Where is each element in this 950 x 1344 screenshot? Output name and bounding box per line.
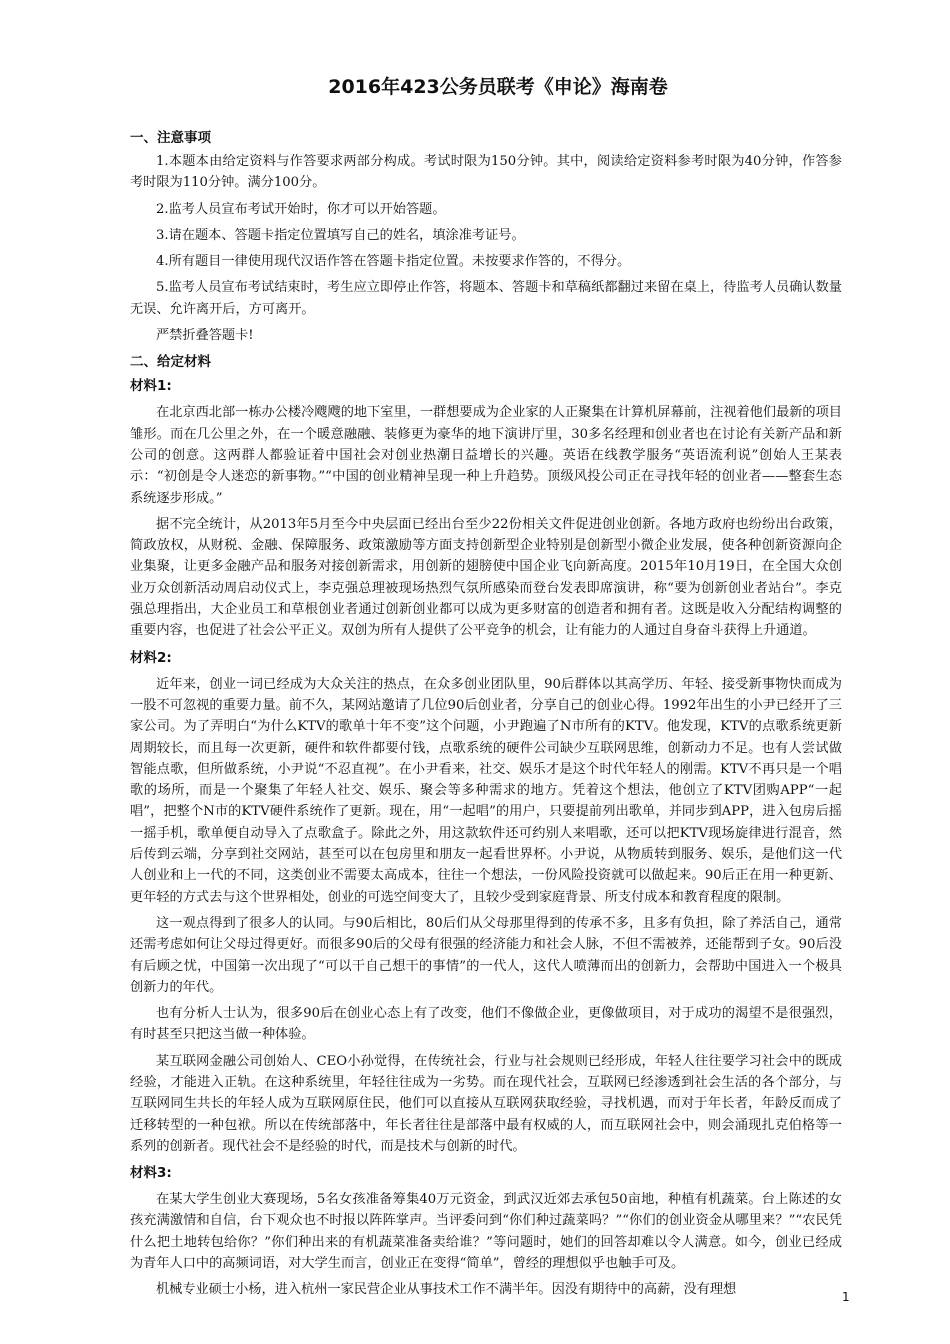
material-paragraph: 某互联网金融公司创始人、CEO小孙觉得，在传统社会，行业与社会规则已经形成，年轻人往往要学习社会中的既成经验，才能进入正轨。在这种系统里，年轻往往成为一劣势。而在现代社会，互联网已经渗透到社会生活的各个部分，与互联网同生共长的年轻人成为互联网原住民，他们可以直接从互联网获取经验，寻找机遇，而对于年长者，年龄反而成了迁移转型的一种包袱。所以在传统部落中，年长者往往是部落中最有权威的人，而互联网社会中，则会涌现扎克伯格等一系列的创新者。现代社会不是经验的时代，而是技术与创新的时代。 bbox=[130, 1053, 842, 1154]
notice-section bbox=[130, 127, 842, 346]
materials-heading: 二、给定材料 bbox=[130, 354, 211, 371]
notice-item: 1.本题本由给定资料与作答要求两部分构成。考试时限为150分钟。其中，阅读给定资料参考时限为40分钟，作答参考时限为110分钟。满分100分。 bbox=[130, 154, 842, 191]
notice-heading: 一、注意事项 bbox=[130, 130, 211, 146]
material-paragraph: 在北京西北部一栋办公楼冷飕飕的地下室里，一群想要成为企业家的人正聚集在计算机屏幕前，注视着他们最新的项目雏形。而在几公里之外，在一个暖意融融、装修更为豪华的地下演讲厅里，30多名经理和创业者也在讨论有关新产品和新公司的创意。这两群人都验证着中国社会对创业热潮日益增长的兴趣。英语在线教学服务“英语流利说”创始人王某表示：“初创是令人迷恋的新事物。”“中国的创业精神呈现一种上升趋势。顶级风投公司正在寻找年轻的创业者——整套生态系统逐步形成。” bbox=[130, 405, 842, 506]
notice-item: 4.所有题目一律使用现代汉语作答在答题卡指定位置。未按要求作答的，不得分。 bbox=[156, 254, 631, 270]
material-paragraph: 也有分析人士认为，很多90后在创业心态上有了改变，他们不像做企业，更像做项目，对于成功的渴望不是很强烈，有时甚至只把这当做一种体验。 bbox=[130, 1006, 842, 1043]
notice-item: 严禁折叠答题卡! bbox=[156, 328, 254, 344]
notice-item: 3.请在题本、答题卡指定位置填写自己的姓名，填涂准考证号。 bbox=[156, 227, 525, 243]
material-1 bbox=[130, 375, 842, 641]
materials-section bbox=[130, 351, 842, 1300]
material-2 bbox=[130, 647, 842, 1158]
material-paragraph: 据不完全统计，从2013年5月至今中央层面已经出台至少22份相关文件促进创业创新。各地方政府也纷纷出台政策，简政放权，从财税、金融、保障服务、政策激励等方面支持创新型企业特别是创新型小微企业发展，使各种创新资源向企业集聚，让更多金融产品和服务对接创新需求，用创新的翅膀使中国企业飞向新高度。2015年10月19日，在全国大众创业万众创新活动周启动仪式上，李克强总理被现场热烈气氛所感染而登台发表即席演讲，称“要为创新创业者站台”。李克强总理指出，大企业员工和草根创业者通过创新创业都可以成为更多财富的创造者和拥有者。这既是收入分配结构调整的重要内容，也促进了社会公平正义。双创为所有人提供了公平竞争的机会，让有能力的人通过自身奋斗获得上升通道。 bbox=[130, 516, 842, 639]
material-label: 材料3: bbox=[130, 1165, 172, 1182]
material-paragraph: 这一观点得到了很多人的认同。与90后相比，80后们从父母那里得到的传承不多，且多有负担，除了养活自己，通常还需考虑如何让父母过得更好。而很多90后的父母有很强的经济能力和社会人脉，不但不需被养，还能帮到子女。90后没有后顾之忧，中国第一次出现了“可以干自己想干的事情”的一代人，这代人喷薄而出的创新力，会帮助中国进入一个极具创新力的年代。 bbox=[130, 915, 842, 995]
page-number: 1 bbox=[842, 1290, 850, 1304]
material-label: 材料1: bbox=[130, 378, 172, 395]
material-3 bbox=[130, 1162, 842, 1300]
notice-item: 5.监考人员宣布考试结束时，考生应立即停止作答，将题本、答题卡和草稿纸都翻过来留在桌上，待监考人员确认数量无误、允许离开后，方可离开。 bbox=[130, 280, 842, 317]
material-paragraph: 在某大学生创业大赛现场，5名女孩准备筹集40万元资金，到武汉近郊去承包50亩地，种植有机蔬菜。台上陈述的女孩充满激情和自信，台下观众也不时报以阵阵掌声。当评委问到“你们种过蔬菜吗？”“你们的创业资金从哪里来？”“农民凭什么把土地转包给你？”你们种出来的有机蔬菜准备卖给谁？”等问题时，她们的回答却难以令人满意。如今，创业已经成为青年人口中的高频词语，对大学生而言，创业正在变得“简单”，曾经的理想似乎也触手可及。 bbox=[130, 1192, 842, 1272]
notice-item: 2.监考人员宣布考试开始时，你才可以开始答题。 bbox=[156, 201, 446, 217]
material-paragraph: 机械专业硕士小杨，进入杭州一家民营企业从事技术工作不满半年。因没有期待中的高薪，没有理想 bbox=[156, 1282, 737, 1298]
page-title: 2016年423公务员联考《申论》海南卷 bbox=[328, 76, 668, 98]
material-label: 材料2: bbox=[130, 649, 172, 666]
material-paragraph: 近年来，创业一词已经成为大众关注的热点，在众多创业团队里，90后群体以其高学历、年轻、接受新事物快而成为一股不可忽视的重要力量。前不久，某网站邀请了几位90后创业者，分享自己的创业心得。1992年出生的小尹已经开了三家公司。为了弄明白“为什么KTV的歌单十年不变”这个问题，小尹跑遍了N市所有的KTV。他发现，KTV的点歌系统更新周期较长，而且每一次更新，硬件和软件都要付钱，点歌系统的硬件公司缺少互联网思维，创新动力不足。也有人尝试做智能点歌，但所做系统，小尹说“不忍直视”。在小尹看来，社交、娱乐才是这个时代年轻人的刚需。KTV不再只是一个唱歌的场所，而是一个聚集了年轻人社交、娱乐、聚会等多种需求的地方。凭着这个想法，他创立了KTV团购APP“一起唱”，把整个N市的KTV硬件系统作了更新。现在，用“一起唱”的用户，只要提前列出歌单，并同步到APP，进入包房后摇一摇手机，歌单便自动导入了点歌盒子。除此之外，用这款软件还可约别人来唱歌，还可以把KTV现场旋律进行混音，然后传到云端，分享到社交网站，甚至可以在包房里和朋友一起看世界杯。小尹说，从物质转到服务、娱乐，是他们这一代人创业和上一代的不同，这类创业不需要太高成本，往往一个想法，一份风险投资就可以做起来。90后正在用一种更新、更年轻的方式去与这个世界相处，创业的可选空间变大了，且较少受到家庭背景、所支付成本和教育程度的限制。 bbox=[130, 676, 842, 905]
